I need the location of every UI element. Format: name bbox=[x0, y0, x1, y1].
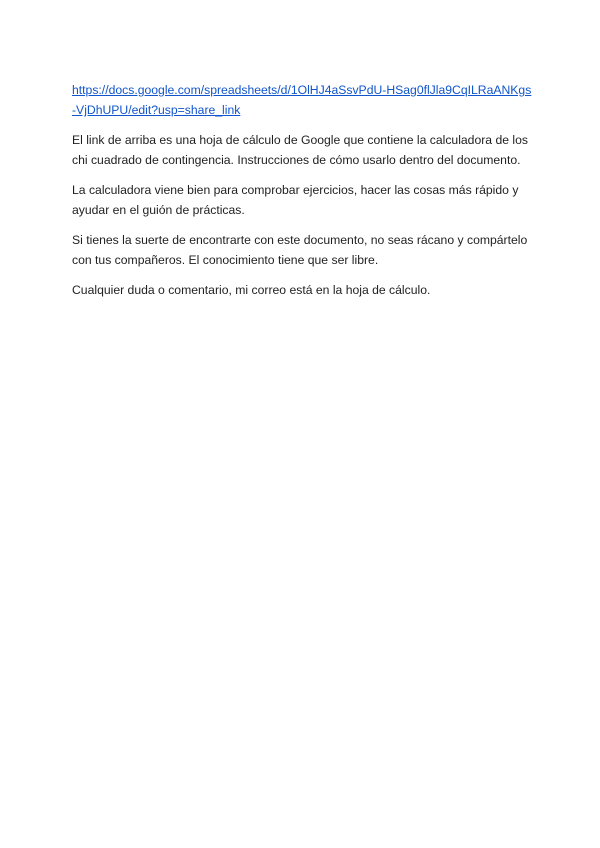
paragraph-intro: El link de arriba es una hoja de cálculo de Google que contiene la calculadora de los chi cuadrado de contingencia. Instrucciones de cómo usarlo dentro del documento. bbox=[72, 133, 528, 167]
paragraph-share: Si tienes la suerte de encontrarte con este documento, no seas rácano y compártelo con tus compañeros. El conocimiento tiene que ser libre. bbox=[72, 233, 528, 267]
spreadsheet-link[interactable]: https://docs.google.com/spreadsheets/d/1OlHJ4aSsvPdU-HSag0flJla9CqILRaANKgs-VjDhUPU/edit?usp=share_link bbox=[72, 83, 532, 117]
paragraph-usefulness: La calculadora viene bien para comprobar ejercicios, hacer las cosas más rápido y ayudar en el guión de prácticas. bbox=[72, 183, 519, 217]
document-body bbox=[72, 80, 532, 310]
paragraph-contact: Cualquier duda o comentario, mi correo está en la hoja de cálculo. bbox=[72, 283, 431, 297]
